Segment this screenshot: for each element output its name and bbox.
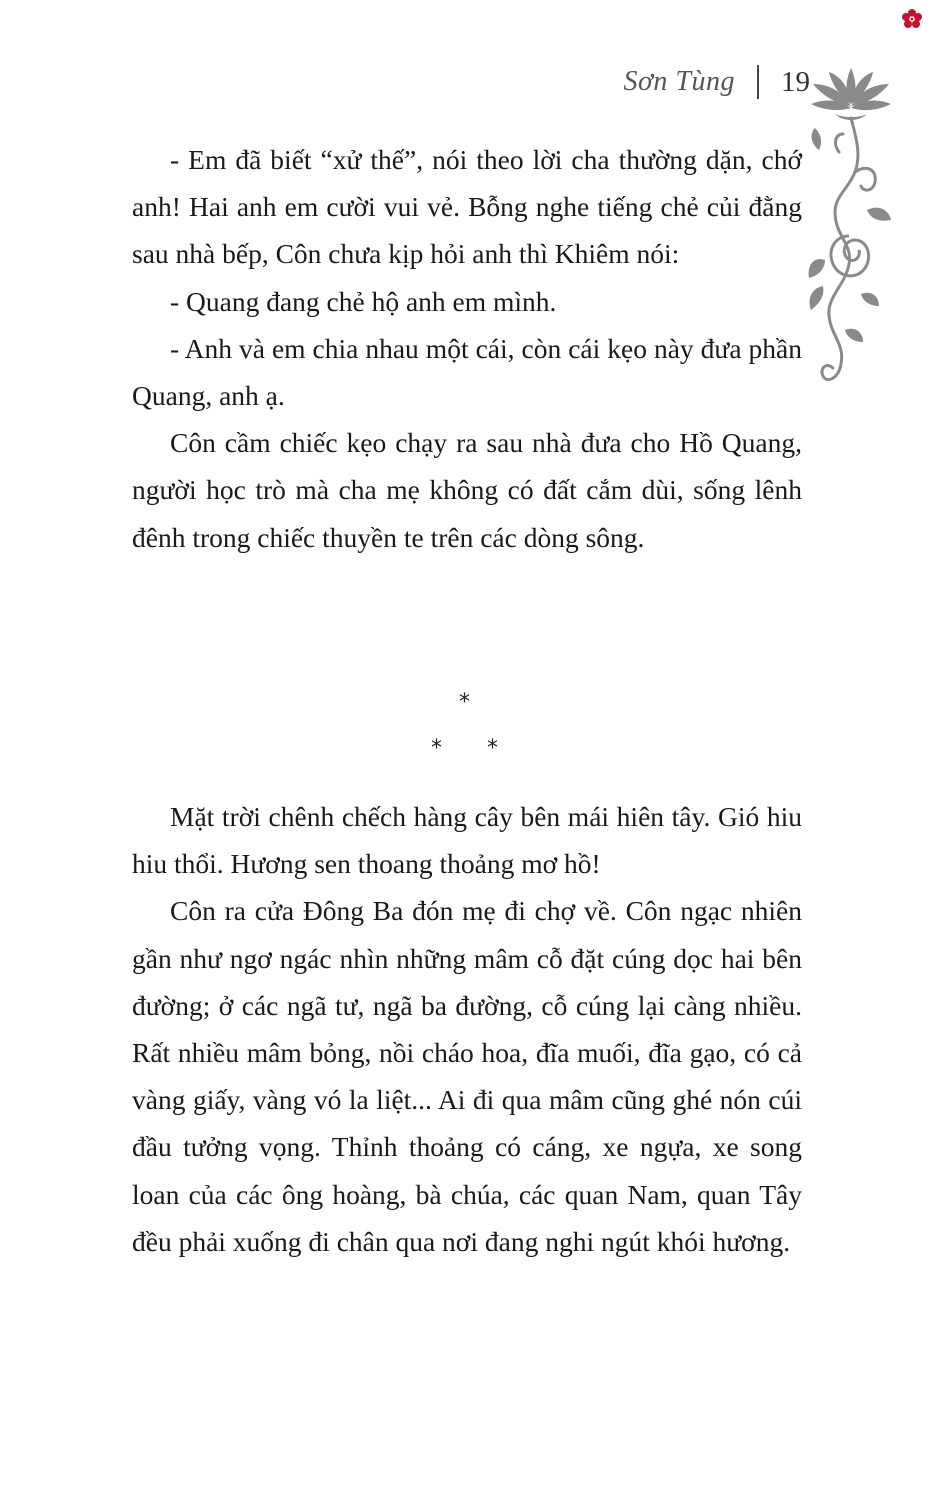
paragraph: - Anh và em chia nhau một cái, còn cái kẹo này đưa phần Quang, anh ạ. — [132, 332, 802, 412]
running-head — [560, 62, 810, 102]
paragraph: Mặt trời chênh chếch hàng cây bên mái hiên tây. Gió hiu hiu thổi. Hương sen thoang thoảng mơ hồ! — [132, 801, 802, 880]
paragraph: Côn cầm chiếc kẹo chạy ra sau nhà đưa cho Hồ Quang, người học trò mà cha mẹ không có đất cắm dùi, sống lênh đênh trong chiếc thuyền te trên các dòng sông. — [132, 427, 802, 553]
separator-star: * — [459, 690, 470, 715]
body-section-2 — [132, 793, 802, 1265]
author-name: Sơn Tùng — [623, 66, 735, 97]
separator-star: * — [431, 736, 442, 761]
paragraph: Côn ra cửa Đông Ba đón mẹ đi chợ về. Côn ngạc nhiên gần như ngơ ngác nhìn những mâm cỗ đặt cúng dọc hai bên đường; ở các ngã tư, ngã ba đường, cỗ cúng lại càng nhiều. Rất nhiều mâm bỏng, nồi cháo hoa, đĩa muối, đĩa gạo, có cả vàng giấy, vàng vó la liệt... Ai đi qua mâm cũng ghé nón cúi đầu tưởng vọng. Thỉnh thoảng có cáng, xe ngựa, xe song loan của các ông hoàng, bà chúa, các quan Nam, quan Tây đều phải xuống đi chân qua nơi đang nghi ngút khói hương. — [132, 895, 802, 1257]
lotus-vine-ornament-icon — [805, 60, 897, 400]
page-number: 19 — [781, 65, 810, 98]
header-divider — [757, 65, 759, 99]
paragraph: - Em đã biết “xử thế”, nói theo lời cha thường dặn, chớ anh! Hai anh em cười vui vẻ. Bỗng nghe tiếng chẻ củi đằng sau nhà bếp, Côn chưa kịp hỏi anh thì Khiêm nói: — [132, 144, 802, 270]
body-section-1 — [132, 136, 802, 561]
section-separator — [0, 686, 933, 766]
paragraph: - Quang đang chẻ hộ anh em mình. — [170, 285, 557, 317]
separator-star: * — [487, 736, 498, 761]
flower-icon — [901, 8, 923, 30]
